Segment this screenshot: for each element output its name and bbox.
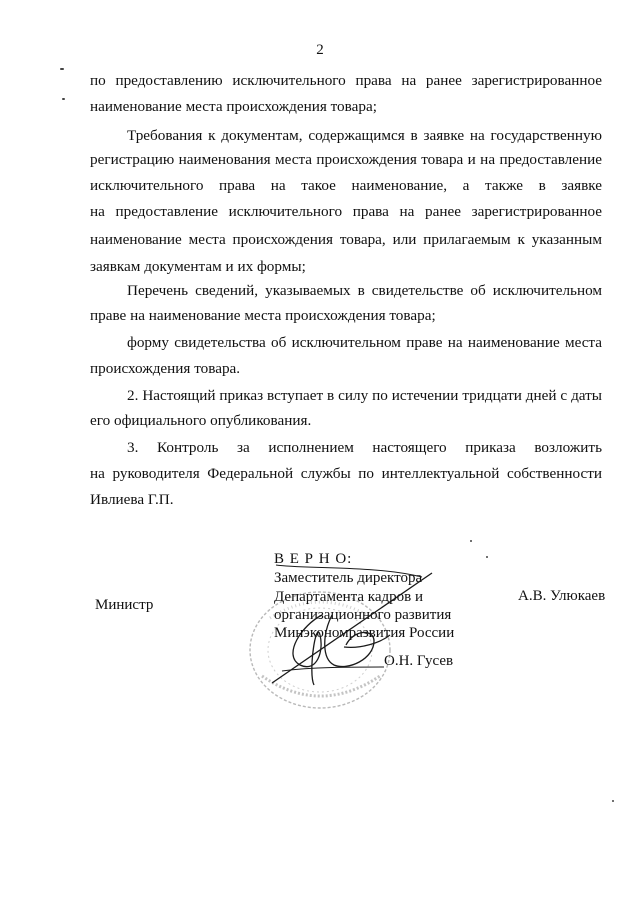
body-line: на предоставление исключительного права на ранее зарегистрированное	[90, 203, 602, 220]
body-line: 3. Контроль за исполнением настоящего приказа возложить	[127, 439, 602, 456]
body-line: его официального опубликования.	[90, 412, 312, 429]
body-line: по предоставлению исключительного права на ранее зарегистрированное	[90, 72, 602, 89]
page-number: 2	[316, 42, 324, 58]
certification-line: организационного развития	[274, 607, 452, 623]
body-line: наименование места происхождения товара, или прилагаемым к указанным	[90, 231, 602, 248]
body-line: наименование места происхождения товара;	[90, 98, 377, 115]
certification-line: Минэкономразвития России	[274, 625, 455, 641]
scan-speck	[62, 98, 65, 100]
body-line: Требования к документам, содержащимся в заявке на государственную	[127, 127, 602, 144]
minister-label: Министр	[95, 597, 154, 613]
body-line: на руководителя Федеральной службы по интеллектуальной собственности	[90, 465, 602, 482]
body-line: Перечень сведений, указываемых в свидетельстве об исключительном	[127, 282, 602, 299]
body-line: регистрацию наименования места происхождения товара и на предоставление	[90, 151, 602, 168]
body-line: заявкам документам и их формы;	[90, 258, 306, 275]
scan-speck	[612, 800, 614, 802]
body-line: исключительного права на такое наименование, а также в заявке	[90, 177, 602, 194]
certification-line: Департамента кадров и	[274, 589, 423, 605]
body-line: Ивлиева Г.П.	[90, 491, 174, 508]
body-line: праве на наименование места происхождения товара;	[90, 307, 436, 324]
body-line: форму свидетельства об исключительном праве на наименование места	[127, 334, 602, 351]
certifier-name: О.Н. Гусев	[384, 653, 454, 669]
minister-name: А.В. Улюкаев	[518, 588, 606, 604]
body-line: 2. Настоящий приказ вступает в силу по истечении тридцати дней с даты	[127, 387, 602, 404]
scan-speck	[470, 540, 472, 542]
scan-speck	[486, 556, 488, 558]
certification-header: В Е Р Н О:	[274, 551, 353, 567]
body-line: происхождения товара.	[90, 360, 241, 377]
handwritten-signature-icon	[262, 555, 442, 695]
scan-speck	[60, 68, 64, 70]
certification-line: Заместитель директора	[274, 570, 423, 586]
